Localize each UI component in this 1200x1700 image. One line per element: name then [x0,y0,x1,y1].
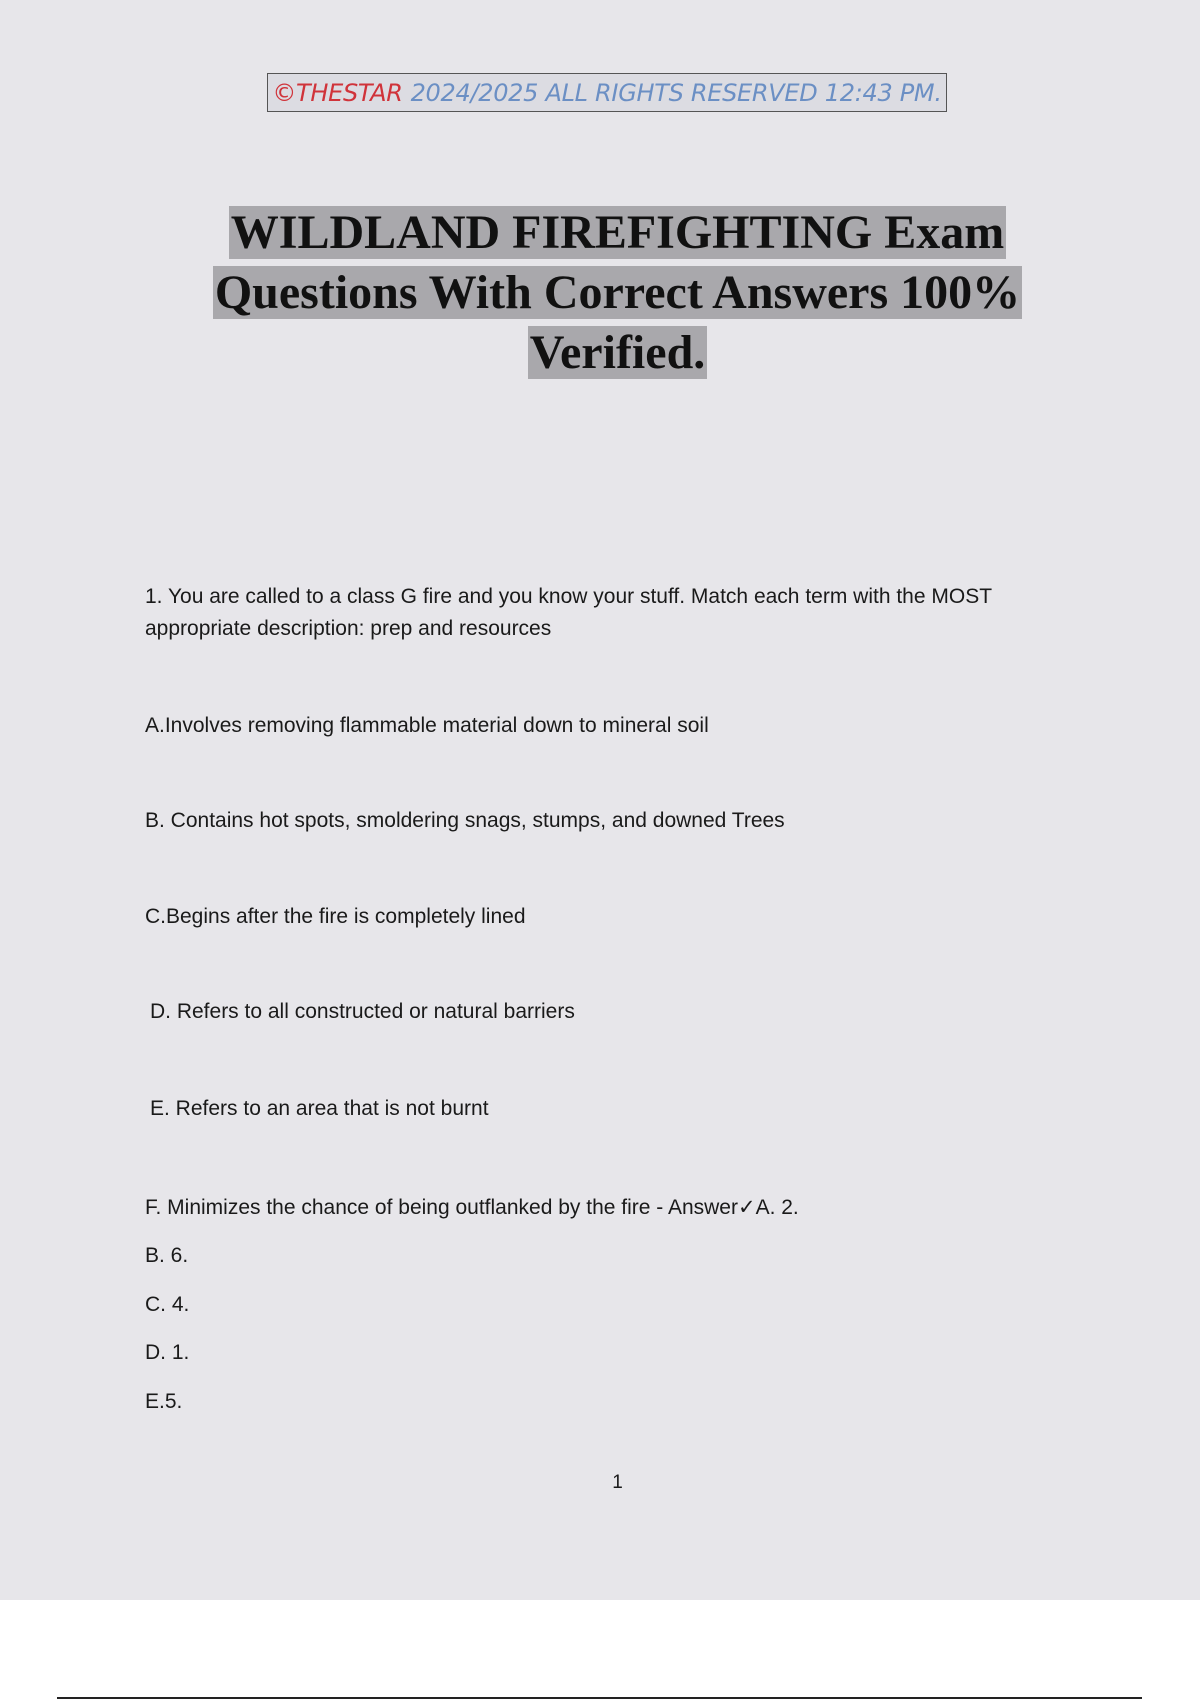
answer-e: E.5. [145,1390,183,1413]
copyright-text: 2024/2025 ALL RIGHTS RESERVED 12:43 PM. [410,78,942,107]
option-b: B. Contains hot spots, smoldering snags, stumps, and downed Trees [145,809,785,832]
answer-b: B. 6. [145,1244,189,1267]
copyright-brand: ©THESTAR [272,78,403,107]
answer-d: D. 1. [145,1341,190,1364]
option-a: A.Involves removing flammable material down to mineral soil [145,714,709,737]
title-line-1: WILDLAND FIREFIGHTING Exam [230,206,1005,259]
answer-c: C. 4. [145,1293,190,1316]
title-line-3: Verified. [529,326,706,379]
copyright-banner [267,73,947,112]
question-stem: 1. You are called to a class G fire and you know your stuff. Match each term with the MOST appropriate description: prep and resources [145,585,992,640]
option-f-with-answer: F. Minimizes the chance of being outflanked by the fire - Answer✓A. 2. [145,1196,799,1219]
document-title [150,203,1085,383]
option-e: E. Refers to an area that is not burnt [150,1097,489,1120]
option-c: C.Begins after the fire is completely lined [145,905,526,928]
title-line-2: Questions With Correct Answers 100% [214,266,1021,319]
next-page-divider [57,1697,1142,1699]
page-number: 1 [612,1472,623,1493]
option-d: D. Refers to all constructed or natural barriers [150,1000,575,1023]
